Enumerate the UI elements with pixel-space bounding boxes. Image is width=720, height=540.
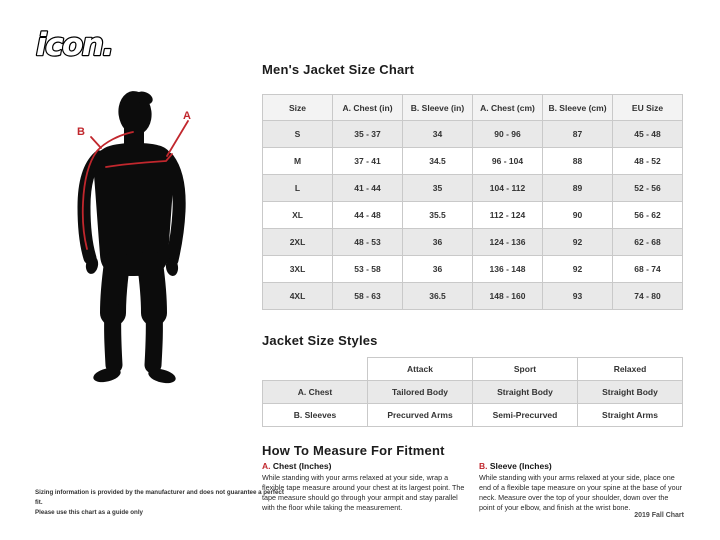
row-header-sleeves: B. Sleeves <box>263 404 368 427</box>
table-cell: 36 <box>403 256 473 283</box>
measure-chest-label: Chest (Inches) <box>272 461 332 471</box>
table-cell: 44 - 48 <box>333 202 403 229</box>
table-cell: 136 - 148 <box>473 256 543 283</box>
table-cell: 148 - 160 <box>473 283 543 310</box>
sizing-disclaimer <box>35 488 285 518</box>
table-cell: Semi-Precurved <box>473 404 578 427</box>
column-header-chest-in: A. Chest (in) <box>333 95 403 121</box>
table-cell: Straight Body <box>473 381 578 404</box>
table-cell: 90 - 96 <box>473 121 543 148</box>
table-cell: Straight Body <box>578 381 683 404</box>
table-cell: 92 <box>543 229 613 256</box>
table-cell: 3XL <box>263 256 333 283</box>
measure-sleeve-prefix: B. <box>479 461 488 471</box>
measure-chest-text: While standing with your arms relaxed at your side, wrap a flexible tape measure around your chest at its largest point. The tape measure should go through your armpit and stay parallel with the floor while taking the measurement. <box>262 473 465 513</box>
label-b-pointer-line <box>91 137 101 148</box>
column-header-chest-cm: A. Chest (cm) <box>473 95 543 121</box>
table-cell: 48 - 52 <box>613 148 683 175</box>
table-cell: Straight Arms <box>578 404 683 427</box>
table-row-s <box>263 121 683 148</box>
table-cell: 74 - 80 <box>613 283 683 310</box>
table-cell: 104 - 112 <box>473 175 543 202</box>
label-a-pointer-line <box>167 121 188 156</box>
sizing-disclaimer-line2: Please use this chart as a guide only <box>35 508 143 516</box>
table-cell: 34 <box>403 121 473 148</box>
table-cell: 35 <box>403 175 473 202</box>
measure-sleeve-label: Sleeve (Inches) <box>489 461 552 471</box>
measure-chest-column <box>262 461 466 513</box>
table-row-sleeves <box>263 404 683 427</box>
column-header-size: Size <box>263 95 333 121</box>
table-cell: 37 - 41 <box>333 148 403 175</box>
column-header-sleeve-in: B. Sleeve (in) <box>403 95 473 121</box>
table-cell: 96 - 104 <box>473 148 543 175</box>
measure-sleeve-text: While standing with your arms relaxed at your side, place one end of a flexible tape measure on your spine at the base of your neck. Measure over the top of your shoulder, down over the point of your elbow, and finish at the wrist bone. <box>479 473 682 513</box>
table-cell: 34.5 <box>403 148 473 175</box>
jacket-style-table <box>262 357 683 427</box>
table-cell: 35.5 <box>403 202 473 229</box>
table-cell: L <box>263 175 333 202</box>
measure-label-a: A <box>183 110 191 122</box>
row-header-chest: A. Chest <box>263 381 368 404</box>
size-chart-title: Men's Jacket Size Chart <box>262 62 415 77</box>
mens-jacket-size-table <box>262 94 683 310</box>
table-cell: 36.5 <box>403 283 473 310</box>
table-cell: 36 <box>403 229 473 256</box>
table-row-3xl <box>263 256 683 283</box>
table-cell: 45 - 48 <box>613 121 683 148</box>
column-header-sport: Sport <box>473 358 578 381</box>
table-header-row <box>263 95 683 121</box>
column-header-relaxed: Relaxed <box>578 358 683 381</box>
body-silhouette <box>84 89 179 386</box>
table-cell: 48 - 53 <box>333 229 403 256</box>
table-row-xl <box>263 202 683 229</box>
measure-sleeve-heading <box>479 461 683 471</box>
measure-chest-prefix: A. <box>262 461 271 471</box>
table-cell: 89 <box>543 175 613 202</box>
column-header-attack: Attack <box>368 358 473 381</box>
table-cell: 124 - 136 <box>473 229 543 256</box>
blank-header-cell <box>263 358 368 381</box>
table-cell: 68 - 74 <box>613 256 683 283</box>
measure-instructions <box>262 461 683 513</box>
table-cell: 2XL <box>263 229 333 256</box>
table-cell: 112 - 124 <box>473 202 543 229</box>
table-cell: 53 - 58 <box>333 256 403 283</box>
table-row-m <box>263 148 683 175</box>
measure-sleeve-column <box>479 461 683 513</box>
table-cell: 88 <box>543 148 613 175</box>
table-cell: 35 - 37 <box>333 121 403 148</box>
table-cell: 41 - 44 <box>333 175 403 202</box>
table-cell: Tailored Body <box>368 381 473 404</box>
measure-label-b: B <box>77 126 85 138</box>
table-cell: 93 <box>543 283 613 310</box>
table-cell: 56 - 62 <box>613 202 683 229</box>
table-row-chest <box>263 381 683 404</box>
measure-section-title: How To Measure For Fitment <box>262 443 445 458</box>
table-cell: 52 - 56 <box>613 175 683 202</box>
sizing-disclaimer-line1: Sizing information is provided by the manufacturer and does not guarantee a perfect fit. <box>35 489 284 506</box>
table-header-row <box>263 358 683 381</box>
table-cell: M <box>263 148 333 175</box>
table-cell: XL <box>263 202 333 229</box>
table-row-2xl <box>263 229 683 256</box>
table-cell: Precurved Arms <box>368 404 473 427</box>
measure-chest-heading <box>262 461 466 471</box>
table-row-l <box>263 175 683 202</box>
column-header-eu-size: EU Size <box>613 95 683 121</box>
icon-logo-text: icon. <box>36 27 113 63</box>
table-cell: 90 <box>543 202 613 229</box>
table-row-4xl <box>263 283 683 310</box>
style-chart-title: Jacket Size Styles <box>262 333 378 348</box>
table-cell: 87 <box>543 121 613 148</box>
chart-version-label: 2019 Fall Chart <box>634 512 684 519</box>
body-silhouette-figure <box>55 85 235 420</box>
table-cell: S <box>263 121 333 148</box>
table-cell: 62 - 68 <box>613 229 683 256</box>
table-cell: 58 - 63 <box>333 283 403 310</box>
table-cell: 4XL <box>263 283 333 310</box>
icon-logo <box>32 22 162 66</box>
table-cell: 92 <box>543 256 613 283</box>
column-header-sleeve-cm: B. Sleeve (cm) <box>543 95 613 121</box>
